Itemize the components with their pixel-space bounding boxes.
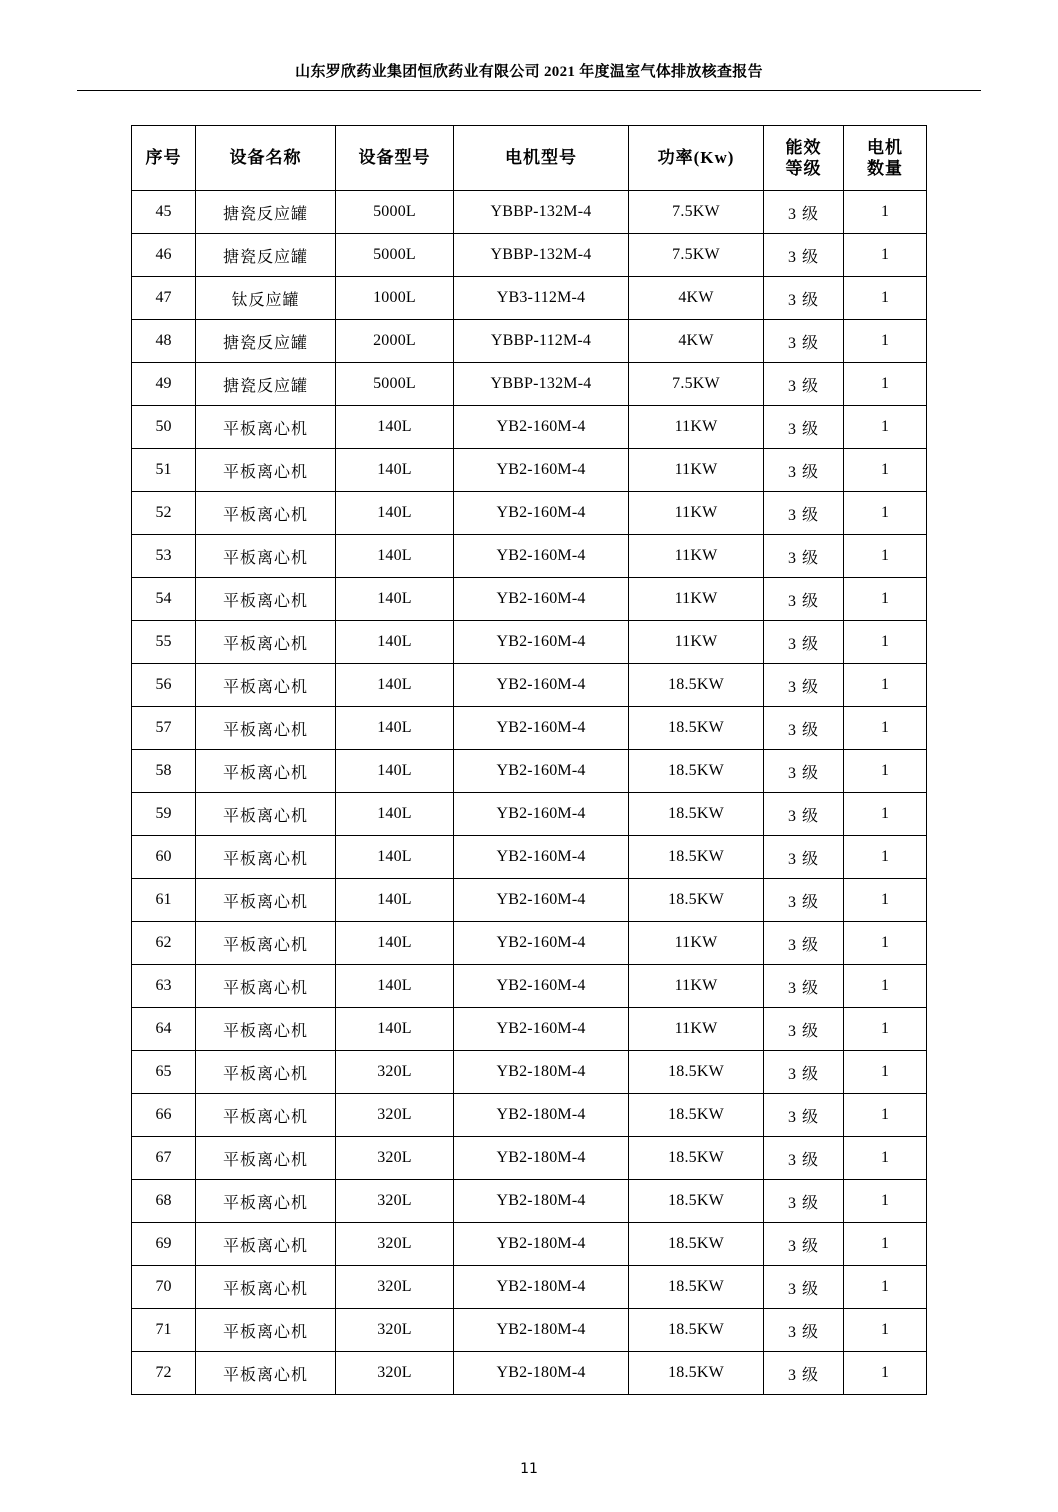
cell-motor-count: 1 xyxy=(844,1180,927,1223)
table-body xyxy=(132,191,927,1395)
cell-motor-model: YB2-160M-4 xyxy=(454,922,629,965)
cell-energy-grade: 3 级 xyxy=(764,1309,844,1352)
cell-motor-count: 1 xyxy=(844,750,927,793)
cell-energy-grade: 3 级 xyxy=(764,191,844,234)
cell-energy-grade: 3 级 xyxy=(764,793,844,836)
cell-energy-grade: 3 级 xyxy=(764,1223,844,1266)
table-row xyxy=(132,1266,927,1309)
cell-equipment-name: 平板离心机 xyxy=(196,965,336,1008)
cell-motor-model: YBBP-112M-4 xyxy=(454,320,629,363)
cell-power: 11KW xyxy=(629,406,764,449)
cell-motor-count: 1 xyxy=(844,1223,927,1266)
cell-energy-grade: 3 级 xyxy=(764,578,844,621)
cell-motor-count: 1 xyxy=(844,922,927,965)
table-row xyxy=(132,191,927,234)
cell-equipment-model: 140L xyxy=(336,793,454,836)
cell-equipment-model: 140L xyxy=(336,449,454,492)
cell-motor-count: 1 xyxy=(844,664,927,707)
table-row xyxy=(132,750,927,793)
column-header-motor-model: 电机型号 xyxy=(454,126,629,191)
cell-index: 68 xyxy=(132,1180,196,1223)
table-row xyxy=(132,449,927,492)
cell-index: 56 xyxy=(132,664,196,707)
cell-index: 57 xyxy=(132,707,196,750)
table-row xyxy=(132,965,927,1008)
table-row xyxy=(132,1352,927,1395)
cell-motor-count: 1 xyxy=(844,1137,927,1180)
cell-index: 72 xyxy=(132,1352,196,1395)
cell-equipment-name: 平板离心机 xyxy=(196,578,336,621)
table-row xyxy=(132,277,927,320)
cell-equipment-model: 320L xyxy=(336,1352,454,1395)
cell-equipment-model: 140L xyxy=(336,578,454,621)
cell-power: 18.5KW xyxy=(629,1309,764,1352)
cell-index: 70 xyxy=(132,1266,196,1309)
cell-equipment-model: 140L xyxy=(336,406,454,449)
cell-motor-count: 1 xyxy=(844,578,927,621)
cell-motor-count: 1 xyxy=(844,1309,927,1352)
cell-motor-count: 1 xyxy=(844,1051,927,1094)
cell-energy-grade: 3 级 xyxy=(764,406,844,449)
column-header-motor-count-line2: 数量 xyxy=(867,159,903,178)
cell-motor-model: YB2-160M-4 xyxy=(454,535,629,578)
cell-equipment-name: 钛反应罐 xyxy=(196,277,336,320)
cell-energy-grade: 3 级 xyxy=(764,1137,844,1180)
cell-power: 18.5KW xyxy=(629,664,764,707)
cell-motor-model: YB2-180M-4 xyxy=(454,1309,629,1352)
cell-motor-model: YB2-160M-4 xyxy=(454,1008,629,1051)
cell-power: 18.5KW xyxy=(629,1094,764,1137)
cell-equipment-name: 平板离心机 xyxy=(196,492,336,535)
cell-index: 69 xyxy=(132,1223,196,1266)
cell-motor-model: YB2-160M-4 xyxy=(454,449,629,492)
table-row xyxy=(132,836,927,879)
cell-equipment-model: 140L xyxy=(336,750,454,793)
cell-motor-model: YB2-160M-4 xyxy=(454,750,629,793)
cell-power: 18.5KW xyxy=(629,793,764,836)
cell-power: 11KW xyxy=(629,492,764,535)
cell-energy-grade: 3 级 xyxy=(764,449,844,492)
cell-motor-model: YB2-160M-4 xyxy=(454,406,629,449)
cell-power: 18.5KW xyxy=(629,1266,764,1309)
cell-energy-grade: 3 级 xyxy=(764,234,844,277)
cell-equipment-model: 5000L xyxy=(336,234,454,277)
column-header-motor-count xyxy=(844,126,927,191)
column-header-energy-grade xyxy=(764,126,844,191)
cell-power: 11KW xyxy=(629,449,764,492)
cell-index: 71 xyxy=(132,1309,196,1352)
cell-index: 48 xyxy=(132,320,196,363)
cell-energy-grade: 3 级 xyxy=(764,836,844,879)
table-row xyxy=(132,793,927,836)
cell-equipment-model: 320L xyxy=(336,1309,454,1352)
cell-motor-model: YB2-180M-4 xyxy=(454,1180,629,1223)
table-row xyxy=(132,621,927,664)
cell-motor-model: YB3-112M-4 xyxy=(454,277,629,320)
cell-equipment-name: 平板离心机 xyxy=(196,1266,336,1309)
cell-power: 11KW xyxy=(629,1008,764,1051)
column-header-equipment-model: 设备型号 xyxy=(336,126,454,191)
page-number: 11 xyxy=(520,1461,538,1477)
cell-motor-count: 1 xyxy=(844,793,927,836)
cell-power: 7.5KW xyxy=(629,234,764,277)
cell-energy-grade: 3 级 xyxy=(764,621,844,664)
cell-index: 54 xyxy=(132,578,196,621)
cell-motor-model: YB2-180M-4 xyxy=(454,1223,629,1266)
cell-equipment-name: 平板离心机 xyxy=(196,664,336,707)
cell-equipment-model: 140L xyxy=(336,707,454,750)
cell-motor-count: 1 xyxy=(844,965,927,1008)
cell-motor-count: 1 xyxy=(844,277,927,320)
cell-motor-count: 1 xyxy=(844,836,927,879)
table-row xyxy=(132,406,927,449)
table-row xyxy=(132,1137,927,1180)
cell-power: 11KW xyxy=(629,578,764,621)
cell-equipment-model: 140L xyxy=(336,922,454,965)
cell-equipment-name: 搪瓷反应罐 xyxy=(196,234,336,277)
table-header-row xyxy=(132,126,927,191)
cell-power: 18.5KW xyxy=(629,1223,764,1266)
cell-energy-grade: 3 级 xyxy=(764,1094,844,1137)
cell-energy-grade: 3 级 xyxy=(764,750,844,793)
cell-index: 45 xyxy=(132,191,196,234)
cell-motor-model: YB2-160M-4 xyxy=(454,879,629,922)
cell-energy-grade: 3 级 xyxy=(764,277,844,320)
cell-equipment-model: 320L xyxy=(336,1223,454,1266)
cell-motor-model: YB2-180M-4 xyxy=(454,1137,629,1180)
cell-power: 18.5KW xyxy=(629,1137,764,1180)
cell-equipment-name: 平板离心机 xyxy=(196,836,336,879)
cell-power: 11KW xyxy=(629,535,764,578)
cell-equipment-name: 搪瓷反应罐 xyxy=(196,320,336,363)
column-header-power: 功率(Kw) xyxy=(629,126,764,191)
cell-motor-count: 1 xyxy=(844,1094,927,1137)
cell-equipment-model: 140L xyxy=(336,492,454,535)
cell-motor-model: YBBP-132M-4 xyxy=(454,191,629,234)
cell-index: 67 xyxy=(132,1137,196,1180)
cell-energy-grade: 3 级 xyxy=(764,363,844,406)
cell-power: 18.5KW xyxy=(629,707,764,750)
cell-motor-model: YB2-180M-4 xyxy=(454,1051,629,1094)
cell-energy-grade: 3 级 xyxy=(764,320,844,363)
cell-power: 18.5KW xyxy=(629,1051,764,1094)
cell-power: 4KW xyxy=(629,277,764,320)
cell-energy-grade: 3 级 xyxy=(764,1051,844,1094)
table-row xyxy=(132,1180,927,1223)
table-row xyxy=(132,363,927,406)
cell-index: 47 xyxy=(132,277,196,320)
cell-equipment-model: 140L xyxy=(336,535,454,578)
cell-energy-grade: 3 级 xyxy=(764,664,844,707)
table-row xyxy=(132,1094,927,1137)
column-header-index: 序号 xyxy=(132,126,196,191)
cell-equipment-name: 平板离心机 xyxy=(196,1352,336,1395)
table-row xyxy=(132,234,927,277)
cell-power: 7.5KW xyxy=(629,363,764,406)
cell-equipment-name: 平板离心机 xyxy=(196,1223,336,1266)
cell-equipment-model: 5000L xyxy=(336,191,454,234)
cell-equipment-name: 平板离心机 xyxy=(196,535,336,578)
cell-motor-model: YBBP-132M-4 xyxy=(454,234,629,277)
cell-equipment-model: 320L xyxy=(336,1051,454,1094)
cell-equipment-model: 140L xyxy=(336,879,454,922)
cell-index: 49 xyxy=(132,363,196,406)
cell-equipment-model: 320L xyxy=(336,1180,454,1223)
cell-equipment-name: 平板离心机 xyxy=(196,1309,336,1352)
cell-motor-model: YB2-180M-4 xyxy=(454,1352,629,1395)
table-row xyxy=(132,535,927,578)
cell-power: 7.5KW xyxy=(629,191,764,234)
column-header-energy-grade-line1: 能效 xyxy=(785,137,822,157)
cell-equipment-model: 320L xyxy=(336,1266,454,1309)
cell-power: 4KW xyxy=(629,320,764,363)
cell-motor-model: YB2-160M-4 xyxy=(454,578,629,621)
cell-index: 53 xyxy=(132,535,196,578)
cell-equipment-name: 搪瓷反应罐 xyxy=(196,191,336,234)
cell-index: 46 xyxy=(132,234,196,277)
cell-index: 61 xyxy=(132,879,196,922)
cell-index: 55 xyxy=(132,621,196,664)
cell-motor-count: 1 xyxy=(844,621,927,664)
table-row xyxy=(132,664,927,707)
cell-index: 51 xyxy=(132,449,196,492)
cell-equipment-model: 140L xyxy=(336,1008,454,1051)
cell-energy-grade: 3 级 xyxy=(764,535,844,578)
cell-index: 64 xyxy=(132,1008,196,1051)
table-row xyxy=(132,1223,927,1266)
cell-motor-count: 1 xyxy=(844,1352,927,1395)
column-header-energy-grade-line2: 等级 xyxy=(785,159,822,178)
cell-index: 65 xyxy=(132,1051,196,1094)
cell-energy-grade: 3 级 xyxy=(764,965,844,1008)
table-row xyxy=(132,879,927,922)
cell-motor-model: YB2-160M-4 xyxy=(454,836,629,879)
cell-motor-count: 1 xyxy=(844,320,927,363)
cell-index: 50 xyxy=(132,406,196,449)
table-row xyxy=(132,578,927,621)
cell-motor-model: YB2-160M-4 xyxy=(454,621,629,664)
table-row xyxy=(132,492,927,535)
table-row xyxy=(132,1309,927,1352)
cell-motor-count: 1 xyxy=(844,707,927,750)
cell-motor-count: 1 xyxy=(844,191,927,234)
cell-equipment-model: 140L xyxy=(336,836,454,879)
cell-energy-grade: 3 级 xyxy=(764,879,844,922)
cell-equipment-name: 平板离心机 xyxy=(196,1180,336,1223)
cell-motor-count: 1 xyxy=(844,234,927,277)
cell-power: 18.5KW xyxy=(629,750,764,793)
cell-power: 18.5KW xyxy=(629,1180,764,1223)
cell-energy-grade: 3 级 xyxy=(764,1352,844,1395)
cell-energy-grade: 3 级 xyxy=(764,922,844,965)
cell-index: 58 xyxy=(132,750,196,793)
table-row xyxy=(132,707,927,750)
cell-index: 60 xyxy=(132,836,196,879)
cell-motor-model: YB2-160M-4 xyxy=(454,965,629,1008)
cell-energy-grade: 3 级 xyxy=(764,1008,844,1051)
cell-equipment-model: 140L xyxy=(336,965,454,1008)
column-header-motor-count-line1: 电机 xyxy=(867,137,903,157)
cell-motor-count: 1 xyxy=(844,363,927,406)
cell-power: 18.5KW xyxy=(629,1352,764,1395)
equipment-table xyxy=(131,125,927,1395)
cell-power: 11KW xyxy=(629,621,764,664)
cell-equipment-model: 1000L xyxy=(336,277,454,320)
cell-energy-grade: 3 级 xyxy=(764,707,844,750)
cell-motor-count: 1 xyxy=(844,879,927,922)
cell-index: 66 xyxy=(132,1094,196,1137)
cell-equipment-model: 140L xyxy=(336,621,454,664)
cell-index: 52 xyxy=(132,492,196,535)
cell-motor-count: 1 xyxy=(844,406,927,449)
table-row xyxy=(132,1051,927,1094)
cell-equipment-model: 5000L xyxy=(336,363,454,406)
cell-energy-grade: 3 级 xyxy=(764,492,844,535)
cell-equipment-name: 平板离心机 xyxy=(196,1094,336,1137)
cell-motor-count: 1 xyxy=(844,492,927,535)
cell-equipment-name: 平板离心机 xyxy=(196,707,336,750)
cell-equipment-name: 平板离心机 xyxy=(196,1137,336,1180)
cell-motor-count: 1 xyxy=(844,1008,927,1051)
table-row xyxy=(132,1008,927,1051)
cell-index: 63 xyxy=(132,965,196,1008)
cell-power: 11KW xyxy=(629,922,764,965)
cell-index: 62 xyxy=(132,922,196,965)
cell-equipment-model: 320L xyxy=(336,1094,454,1137)
cell-equipment-name: 平板离心机 xyxy=(196,750,336,793)
cell-equipment-model: 2000L xyxy=(336,320,454,363)
cell-energy-grade: 3 级 xyxy=(764,1180,844,1223)
table-row xyxy=(132,922,927,965)
cell-energy-grade: 3 级 xyxy=(764,1266,844,1309)
cell-motor-model: YB2-160M-4 xyxy=(454,707,629,750)
cell-motor-model: YB2-180M-4 xyxy=(454,1094,629,1137)
cell-motor-model: YB2-160M-4 xyxy=(454,664,629,707)
cell-index: 59 xyxy=(132,793,196,836)
cell-motor-model: YB2-180M-4 xyxy=(454,1266,629,1309)
cell-equipment-model: 320L xyxy=(336,1137,454,1180)
cell-power: 18.5KW xyxy=(629,836,764,879)
cell-motor-model: YBBP-132M-4 xyxy=(454,363,629,406)
cell-equipment-name: 平板离心机 xyxy=(196,406,336,449)
cell-equipment-model: 140L xyxy=(336,664,454,707)
table-row xyxy=(132,320,927,363)
cell-equipment-name: 搪瓷反应罐 xyxy=(196,363,336,406)
cell-power: 11KW xyxy=(629,965,764,1008)
cell-equipment-name: 平板离心机 xyxy=(196,793,336,836)
cell-equipment-name: 平板离心机 xyxy=(196,1008,336,1051)
cell-power: 18.5KW xyxy=(629,879,764,922)
cell-equipment-name: 平板离心机 xyxy=(196,879,336,922)
cell-motor-count: 1 xyxy=(844,1266,927,1309)
cell-equipment-name: 平板离心机 xyxy=(196,449,336,492)
cell-equipment-name: 平板离心机 xyxy=(196,1051,336,1094)
cell-motor-count: 1 xyxy=(844,535,927,578)
cell-equipment-name: 平板离心机 xyxy=(196,922,336,965)
cell-motor-count: 1 xyxy=(844,449,927,492)
cell-motor-model: YB2-160M-4 xyxy=(454,492,629,535)
cell-equipment-name: 平板离心机 xyxy=(196,621,336,664)
column-header-equipment-name: 设备名称 xyxy=(196,126,336,191)
page-header: 山东罗欣药业集团恒欣药业有限公司 2021 年度温室气体排放核查报告 xyxy=(77,60,981,91)
cell-motor-model: YB2-160M-4 xyxy=(454,793,629,836)
